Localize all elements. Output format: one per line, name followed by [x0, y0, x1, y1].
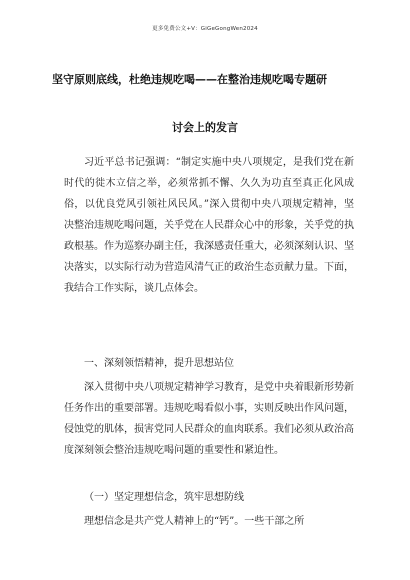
paragraph-subsection-1: 理想信念是共产党人精神上的“钙”。一些干部之所: [84, 516, 305, 527]
paragraph-section-1: 深入贯彻中央八项规定精神学习教育，是党中央着眼新形势新任务作出的重要部署。违规吃喝看似小事，实则反映出作风问题，侵蚀党的肌体，损害党同人民群众的血肉联系。我们必须从政治高度深刻领会整治违规吃喝问题的重要性和紧迫性。: [64, 382, 354, 456]
document-title-line-2: 讨会上的发言: [172, 121, 238, 134]
section-heading-1: 一、深刻领悟精神，提升思想站位: [84, 358, 234, 369]
paragraph-intro: 习近平总书记强调：“制定实施中央八项规定，是我们党在新时代的徙木立信之举，必须常抓不懈、久久为功直至真正化风成俗，以优良党风引领社风民风。”深入贯彻中央八项规定精神，坚决整治违规吃喝问题，关乎党在人民群众心中的形象，关乎党的执政根基。作为巡察办副主任，我深感责任重大，必须深刻认识、坚决落实，以实际行动为营造风清气正的政治生态贡献力量。下面，我结合工作实际，谈几点体会。: [64, 157, 354, 294]
document-title-line-1: 坚守原则底线，杜绝违规吃喝——在整治违规吃喝专题研: [52, 73, 327, 86]
header-note: 更多免费公文+V：GiGeGongWen2024: [152, 26, 258, 32]
subsection-heading-1: （一）坚定理想信念，筑牢思想防线: [84, 492, 244, 503]
